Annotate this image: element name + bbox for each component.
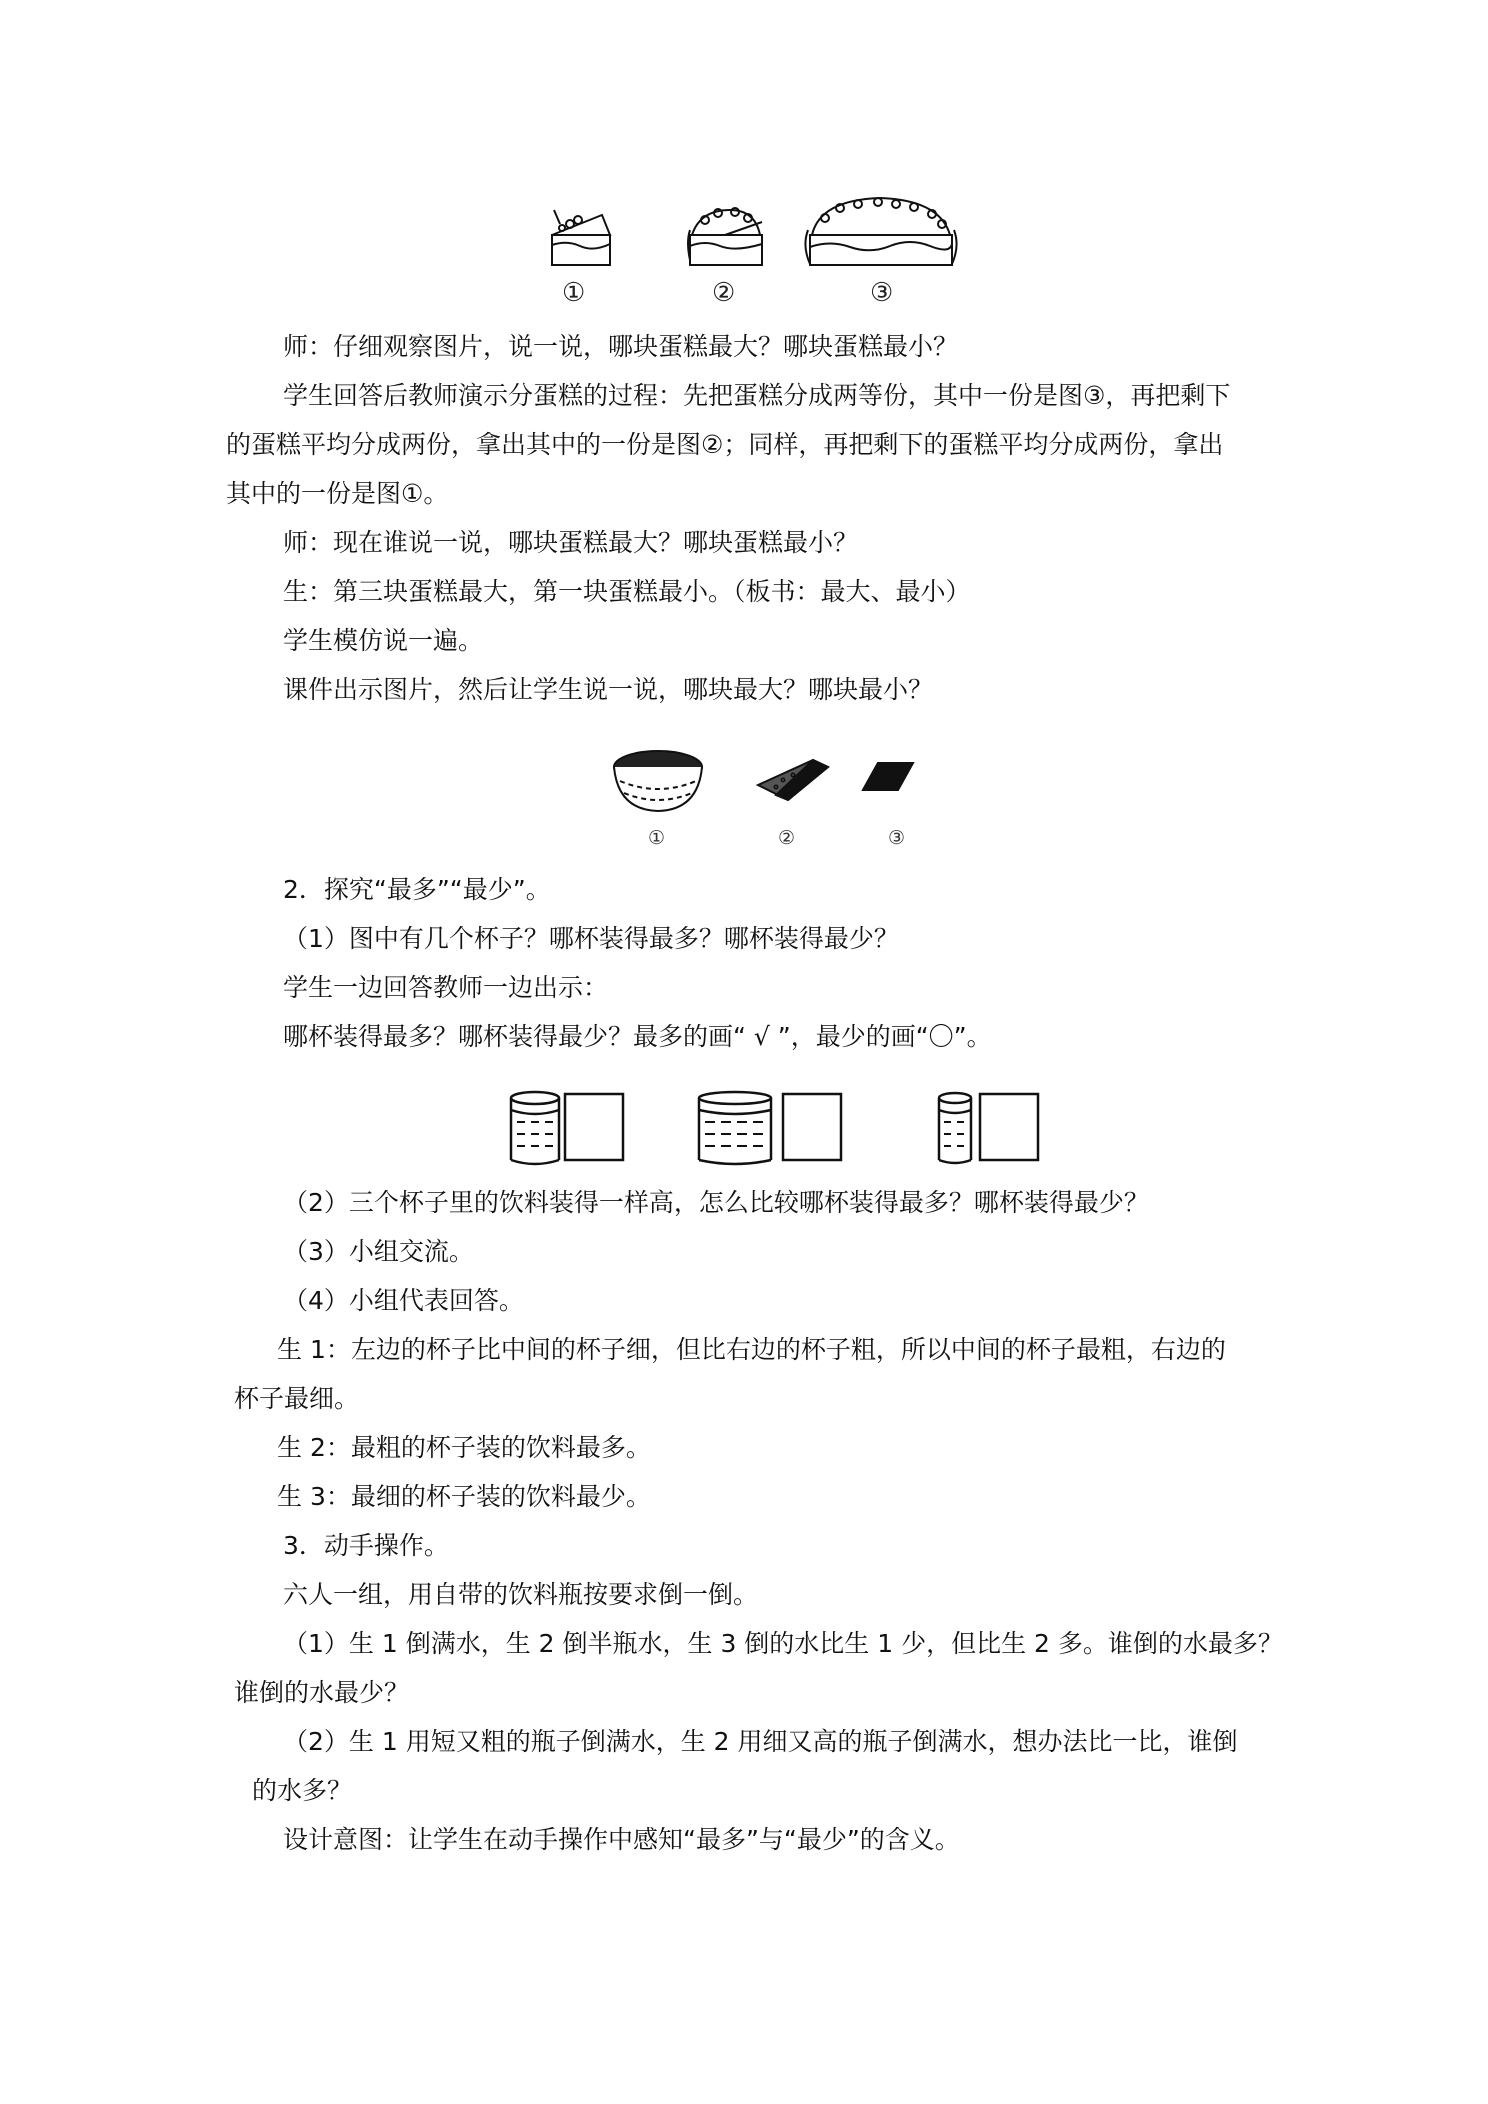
para-task1-line1: （1）生 1 倒满水，生 2 倒半瓶水，生 3 倒的水比生 1 少，但比生 2 多。谁倒的水最多？	[283, 1629, 1283, 1658]
cup-wide	[699, 1092, 771, 1164]
para-task2-line1: （2）生 1 用短又粗的瓶子倒满水，生 2 用细又高的瓶子倒满水，想办法比一比，谁倒	[283, 1727, 1238, 1756]
watermelon-label-2: ②	[778, 827, 796, 849]
watermelon-eighth	[863, 763, 913, 790]
para-teacher-ask: 师：现在谁说一说，哪块蛋糕最大？哪块蛋糕最小？	[283, 528, 859, 557]
cake-label-1: ①	[562, 278, 586, 308]
cup-narrow	[939, 1093, 971, 1163]
cake-figure	[540, 180, 970, 315]
watermelon-illustration	[608, 745, 928, 820]
para-student1-line1: 生 1：左边的杯子比中间的杯子细，但比右边的杯子粗，所以中间的杯子最粗，右边的	[277, 1335, 1226, 1364]
para-mark-instruction: 哪杯装得最多？哪杯装得最少？最多的画“ √ ”，最少的画“〇”。	[283, 1022, 992, 1051]
watermelon-quarter	[758, 760, 828, 800]
para-task1-line2: 谁倒的水最少？	[234, 1678, 410, 1707]
answer-box-1	[565, 1094, 623, 1160]
cake-label-2: ②	[712, 278, 736, 308]
watermelon-label-3: ③	[888, 827, 906, 849]
watermelon-half	[614, 751, 702, 811]
cups-figure	[505, 1090, 1045, 1170]
para-section-3: 3．动手操作。	[283, 1531, 449, 1560]
para-student2: 生 2：最粗的杯子装的饮料最多。	[277, 1433, 651, 1462]
cake-half	[805, 198, 956, 265]
para-section-2: 2．探究“最多”“最少”。	[283, 875, 551, 904]
cake-slice-medium	[688, 208, 762, 265]
cake-illustration	[540, 180, 970, 275]
para-student-teacher: 学生一边回答教师一边出示：	[283, 973, 609, 1002]
para-teacher-observe: 师：仔细观察图片，说一说，哪块蛋糕最大？哪块蛋糕最小？	[283, 332, 959, 361]
para-student1-line2: 杯子最细。	[234, 1384, 360, 1413]
answer-box-2	[783, 1094, 841, 1160]
para-demo-line1: 学生回答后教师演示分蛋糕的过程：先把蛋糕分成两等份，其中一份是图③，再把剩下	[283, 381, 1231, 410]
para-student3: 生 3：最细的杯子装的饮料最少。	[277, 1482, 651, 1511]
cake-slice-small	[552, 210, 610, 265]
cup-medium	[511, 1092, 559, 1164]
cups-illustration	[505, 1090, 1045, 1170]
para-question-4: （4）小组代表回答。	[283, 1286, 524, 1315]
para-question-2: （2）三个杯子里的饮料装得一样高，怎么比较哪杯装得最多？哪杯装得最少？	[283, 1188, 1149, 1217]
para-question-1: （1）图中有几个杯子？哪杯装得最多？哪杯装得最少？	[283, 924, 899, 953]
watermelon-figure	[608, 745, 928, 855]
para-demo-line2: 的蛋糕平均分成两份，拿出其中的一份是图②；同样，再把剩下的蛋糕平均分成两份，拿出	[226, 430, 1224, 459]
para-student-answer: 生：第三块蛋糕最大，第一块蛋糕最小。（板书：最大、最小）	[283, 577, 971, 606]
watermelon-label-1: ①	[648, 827, 666, 849]
answer-box-3	[980, 1094, 1038, 1160]
cake-label-3: ③	[870, 278, 894, 308]
para-question-3: （3）小组交流。	[283, 1237, 474, 1266]
para-task2-line2: 的水多？	[252, 1776, 353, 1805]
para-courseware: 课件出示图片，然后让学生说一说，哪块最大？哪块最小？	[283, 675, 934, 704]
para-imitate: 学生模仿说一遍。	[283, 626, 484, 655]
para-demo-line3: 其中的一份是图①。	[226, 479, 449, 508]
para-group-task: 六人一组，用自带的饮料瓶按要求倒一倒。	[283, 1580, 759, 1609]
para-design-intent: 设计意图：让学生在动手操作中感知“最多”与“最少”的含义。	[283, 1825, 960, 1854]
